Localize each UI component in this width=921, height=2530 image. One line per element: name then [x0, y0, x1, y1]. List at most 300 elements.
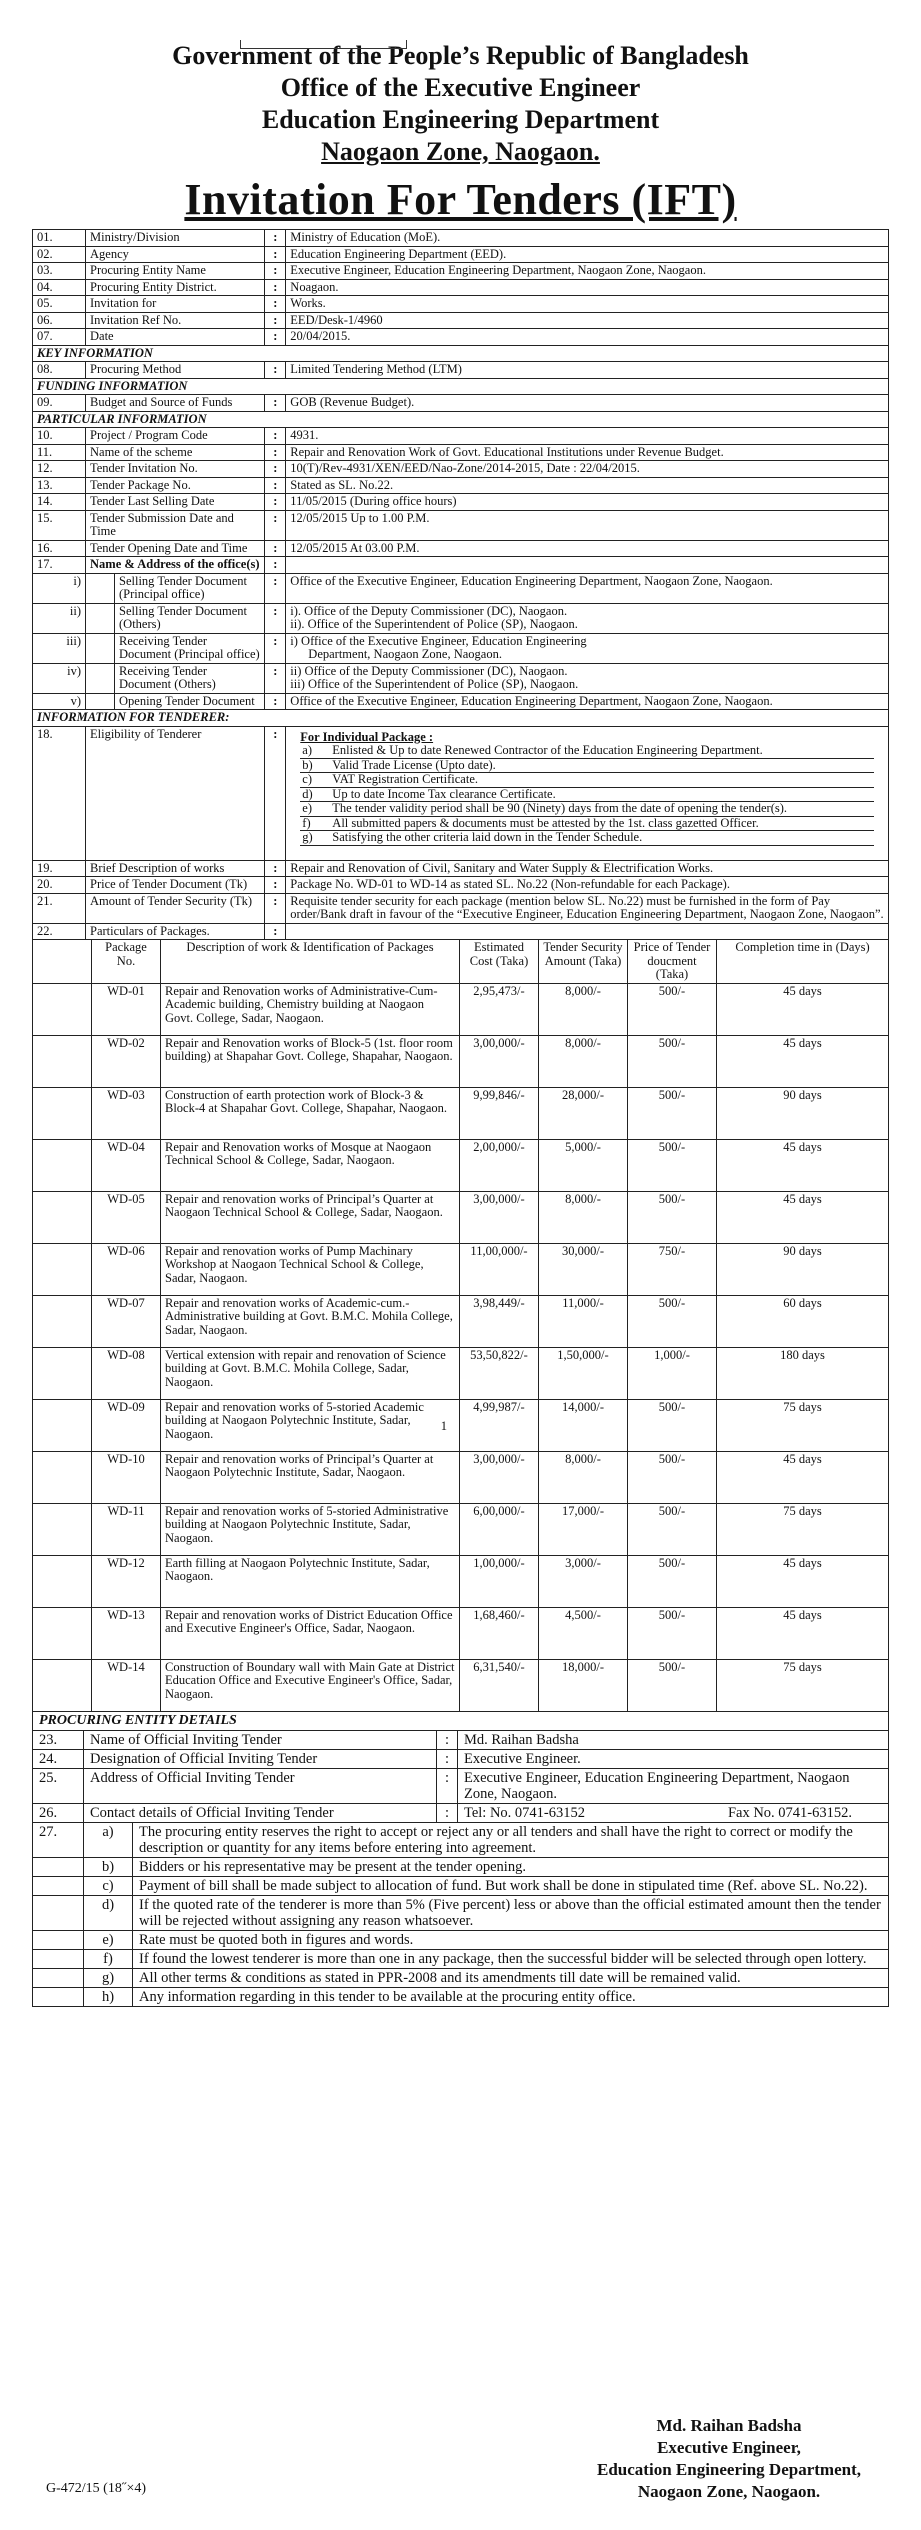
document-price: 500/- — [628, 1139, 717, 1191]
estimated-cost: 3,00,000/- — [460, 1035, 539, 1087]
info-row — [33, 494, 889, 511]
package-row — [33, 983, 889, 1035]
colon: : — [437, 1749, 458, 1768]
item-text: Valid Trade License (Upto date). — [330, 758, 874, 773]
row-value: Office of the Executive Engineer, Education Engineering Department, Naogaon Zone, Naogaon. — [286, 693, 889, 710]
row-label: Tender Submission Date and Time — [86, 510, 265, 540]
colon: : — [265, 877, 286, 894]
tender-security: 14,000/- — [539, 1399, 628, 1451]
package-no: WD-04 — [92, 1139, 161, 1191]
contact-cell — [458, 1803, 889, 1822]
header-block — [32, 40, 889, 168]
package-description: Earth filling at Naogaon Polytechnic Institute, Sadar, Naogaon. — [161, 1555, 460, 1607]
col-tender-security: Tender Security Amount (Taka) — [539, 940, 628, 983]
row-value: 20/04/2015. — [286, 329, 889, 346]
row-number: 06. — [33, 312, 86, 329]
row-label: Tender Opening Date and Time — [86, 540, 265, 557]
estimated-cost: 3,00,000/- — [460, 1451, 539, 1503]
row-number: 23. — [33, 1730, 84, 1749]
info-row — [33, 461, 889, 478]
info-row — [33, 263, 889, 280]
row-spacer — [33, 1295, 92, 1347]
row-value: 4931. — [286, 428, 889, 445]
info-row — [33, 246, 889, 263]
procuring-entity-table — [32, 1712, 889, 1823]
package-row — [33, 1243, 889, 1295]
row-label: Amount of Tender Security (Tk) — [86, 893, 265, 923]
col-description: Description of work & Identification of Packages — [161, 940, 460, 983]
row-label: Price of Tender Document (Tk) — [86, 877, 265, 894]
term-number — [33, 1949, 84, 1968]
row-value: GOB (Revenue Budget). — [286, 395, 889, 412]
package-description: Repair and renovation works of District Education Office and Executive Engineer's Office, Sadar, Naogaon. — [161, 1607, 460, 1659]
term-row — [33, 1857, 889, 1876]
row-spacer — [33, 1607, 92, 1659]
row-number: 20. — [33, 877, 86, 894]
term-number: 27. — [33, 1822, 84, 1857]
package-row — [33, 1555, 889, 1607]
package-description: Repair and renovation works of Pump Machinary Workshop at Naogaon Technical School & College, Sadar, Naogaon. — [161, 1243, 460, 1295]
eligibility-list — [300, 744, 874, 846]
tender-notice-page — [0, 40, 921, 2530]
colon: : — [265, 540, 286, 557]
row-label: Opening Tender Document — [115, 693, 265, 710]
colon: : — [437, 1803, 458, 1822]
row-value — [286, 603, 889, 633]
telephone: Tel: No. 0741-63152 — [464, 1804, 586, 1821]
row-number: 14. — [33, 494, 86, 511]
colon: : — [437, 1730, 458, 1749]
package-description: Repair and renovation works of 5-storied Administrative building at Naogaon Polytechnic Institute, Sadar, Naogaon. — [161, 1503, 460, 1555]
completion-days: 45 days — [717, 1555, 889, 1607]
info-row — [33, 279, 889, 296]
estimated-cost: 9,99,846/- — [460, 1087, 539, 1139]
value-line: ii). Office of the Superintendent of Police (SP), Naogaon. — [290, 617, 578, 631]
term-text: Any information regarding in this tender to be available at the procuring entity office. — [133, 1987, 889, 2006]
row-label: Receiving Tender Document (Others) — [115, 663, 265, 693]
eligibility-item — [300, 758, 874, 773]
colon: : — [265, 663, 286, 693]
row-number: 05. — [33, 296, 86, 313]
item-key: a) — [300, 744, 330, 758]
term-key: f) — [84, 1949, 133, 1968]
signatory-department: Education Engineering Department, — [597, 2460, 861, 2479]
colon: : — [265, 693, 286, 710]
colon: : — [265, 362, 286, 379]
margin-mark: 1 — [440, 1418, 447, 1433]
package-description: Construction of earth protection work of Block-3 & Block-4 at Shapahar Govt. College, Shapahar, Naogaon. — [161, 1087, 460, 1139]
colon: : — [437, 1768, 458, 1803]
term-number — [33, 1895, 84, 1930]
tender-security: 5,000/- — [539, 1139, 628, 1191]
row-label: Designation of Official Inviting Tender — [84, 1749, 437, 1768]
row-number: 03. — [33, 263, 86, 280]
package-no: WD-03 — [92, 1087, 161, 1139]
row-value: Executive Engineer, Education Engineering Department, Naogaon Zone, Naogaon. — [458, 1768, 889, 1803]
section-heading-tenderer: INFORMATION FOR TENDERER: — [33, 710, 889, 727]
publication-code: G-472/15 (18˝×4) — [46, 2481, 147, 2496]
row-value: Repair and Renovation of Civil, Sanitary and Water Supply & Electrification Works. — [286, 860, 889, 877]
eligibility-heading: For Individual Package : — [300, 729, 434, 744]
row-label: Procuring Method — [86, 362, 265, 379]
row-label: Contact details of Official Inviting Tender — [84, 1803, 437, 1822]
row-label: Agency — [86, 246, 265, 263]
row-number: 01. — [33, 230, 86, 247]
row-number: 24. — [33, 1749, 84, 1768]
term-text: If the quoted rate of the tenderer is more than 5% (Five percent) less or above than the official estimated amount then the tender will be rejected without assigning any reason whatsoever. — [133, 1895, 889, 1930]
term-text: The procuring entity reserves the right to accept or reject any or all tenders and shall have the right to correct or modify the description or quantity for any items before entering into agreement. — [133, 1822, 889, 1857]
colon: : — [265, 279, 286, 296]
package-no: WD-10 — [92, 1451, 161, 1503]
term-row — [33, 1949, 889, 1968]
info-row — [33, 329, 889, 346]
colon: : — [265, 893, 286, 923]
document-price: 500/- — [628, 1035, 717, 1087]
row-number: 10. — [33, 428, 86, 445]
estimated-cost: 6,31,540/- — [460, 1659, 539, 1711]
fax: Fax No. 0741-63152. — [727, 1804, 852, 1821]
completion-days: 45 days — [717, 1191, 889, 1243]
info-row — [33, 312, 889, 329]
document-price: 500/- — [628, 1295, 717, 1347]
completion-days: 180 days — [717, 1347, 889, 1399]
colon: : — [265, 329, 286, 346]
tender-security: 28,000/- — [539, 1087, 628, 1139]
package-description: Repair and Renovation works of Block-5 (1st. floor room building) at Shapahar Govt. College, Shapahar, Naogaon. — [161, 1035, 460, 1087]
info-row — [33, 362, 889, 379]
info-row — [33, 444, 889, 461]
row-label: Address of Official Inviting Tender — [84, 1768, 437, 1803]
estimated-cost: 6,00,000/- — [460, 1503, 539, 1555]
package-row — [33, 1347, 889, 1399]
info-row — [33, 296, 889, 313]
completion-days: 45 days — [717, 1139, 889, 1191]
item-key: g) — [300, 831, 330, 846]
estimated-cost: 53,50,822/- — [460, 1347, 539, 1399]
info-row — [33, 1749, 889, 1768]
office-row — [33, 633, 889, 663]
completion-days: 75 days — [717, 1503, 889, 1555]
document-price: 500/- — [628, 1555, 717, 1607]
row-spacer — [33, 1503, 92, 1555]
info-row — [33, 428, 889, 445]
term-row — [33, 1876, 889, 1895]
tender-security: 4,500/- — [539, 1607, 628, 1659]
package-no: WD-08 — [92, 1347, 161, 1399]
row-value: Executive Engineer. — [458, 1749, 889, 1768]
tender-security: 8,000/- — [539, 1035, 628, 1087]
section-heading-key-information: KEY INFORMATION — [33, 345, 889, 362]
package-no: WD-07 — [92, 1295, 161, 1347]
package-no: WD-12 — [92, 1555, 161, 1607]
row-value: Repair and Renovation Work of Govt. Educational Institutions under Revenue Budget. — [286, 444, 889, 461]
info-row — [33, 893, 889, 923]
row-number: 22. — [33, 923, 86, 940]
colon: : — [265, 428, 286, 445]
term-key: g) — [84, 1968, 133, 1987]
row-value: Works. — [286, 296, 889, 313]
item-key: f) — [300, 816, 330, 831]
package-row — [33, 1191, 889, 1243]
col-package-no: Package No. — [92, 940, 161, 983]
colon: : — [265, 510, 286, 540]
term-key: e) — [84, 1930, 133, 1949]
package-row — [33, 1503, 889, 1555]
item-text: Up to date Income Tax clearance Certificate. — [330, 787, 874, 802]
colon: : — [265, 444, 286, 461]
signatory-name: Md. Raihan Badsha — [656, 2416, 802, 2435]
office-row — [33, 693, 889, 710]
row-number: 09. — [33, 395, 86, 412]
row-value — [286, 633, 889, 663]
package-description: Repair and renovation works of 5-storied Academic building at Naogaon Polytechnic Institute, Sadar, Naogaon. 1 — [161, 1399, 460, 1451]
sub-number: iv) — [33, 663, 86, 693]
package-description: Repair and renovation works of Academic-cum.-Administrative building at Govt. B.M.C. Mohila College, Sadar, Naogaon. — [161, 1295, 460, 1347]
item-text: All submitted papers & documents must be attested by the 1st. class gazetted Officer. — [330, 816, 874, 831]
term-row — [33, 1822, 889, 1857]
row-label: Tender Package No. — [86, 477, 265, 494]
info-row — [33, 477, 889, 494]
item-text: VAT Registration Certificate. — [330, 773, 874, 788]
info-row — [33, 510, 889, 540]
info-row — [33, 1768, 889, 1803]
eligibility-item — [300, 773, 874, 788]
row-label: Invitation Ref No. — [86, 312, 265, 329]
row-spacer — [33, 1347, 92, 1399]
term-number — [33, 1987, 84, 2006]
office-row — [33, 573, 889, 603]
package-description: Repair and Renovation works of Mosque at Naogaon Technical School & College, Sadar, Naogaon. — [161, 1139, 460, 1191]
info-row — [33, 860, 889, 877]
information-table — [32, 229, 889, 940]
package-no: WD-06 — [92, 1243, 161, 1295]
row-number: 07. — [33, 329, 86, 346]
term-key: c) — [84, 1876, 133, 1895]
package-no: WD-14 — [92, 1659, 161, 1711]
package-no: WD-01 — [92, 983, 161, 1035]
tender-security: 30,000/- — [539, 1243, 628, 1295]
term-key: h) — [84, 1987, 133, 2006]
document-price: 500/- — [628, 1607, 717, 1659]
row-spacer — [33, 1191, 92, 1243]
package-row — [33, 1659, 889, 1711]
row-value: EED/Desk-1/4960 — [286, 312, 889, 329]
value-line: iii) Office of the Superintendent of Police (SP), Naogaon. — [290, 677, 579, 691]
package-row — [33, 1295, 889, 1347]
info-row — [33, 230, 889, 247]
row-spacer — [33, 1555, 92, 1607]
value-line: Department, Naogaon Zone, Naogaon. — [308, 647, 502, 661]
sub-number: ii) — [33, 603, 86, 633]
estimated-cost: 2,95,473/- — [460, 983, 539, 1035]
tender-security: 17,000/- — [539, 1503, 628, 1555]
term-key: d) — [84, 1895, 133, 1930]
row-label: Tender Last Selling Date — [86, 494, 265, 511]
document-price: 500/- — [628, 983, 717, 1035]
terms-table — [32, 1822, 889, 2007]
row-label: Date — [86, 329, 265, 346]
row-value: Limited Tendering Method (LTM) — [286, 362, 889, 379]
term-key: a) — [84, 1822, 133, 1857]
term-text: All other terms & conditions as stated in PPR-2008 and its amendments till date will be remained valid. — [133, 1968, 889, 1987]
header-department: Education Engineering Department — [261, 105, 660, 134]
package-description: Repair and Renovation works of Administrative-Cum-Academic building, Chemistry building at Naogaon Govt. College, Sadar, Naogaon. — [161, 983, 460, 1035]
estimated-cost: 1,68,460/- — [460, 1607, 539, 1659]
term-row — [33, 1895, 889, 1930]
row-spacer — [33, 1035, 92, 1087]
row-value: Ministry of Education (MoE). — [286, 230, 889, 247]
package-description: Repair and renovation works of Principal’s Quarter at Naogaon Technical School & College, Sadar, Naogaon. — [161, 1191, 460, 1243]
packages-header-row — [33, 940, 889, 983]
header-zone: Naogaon Zone, Naogaon. — [321, 137, 600, 166]
row-number: 15. — [33, 510, 86, 540]
completion-days: 60 days — [717, 1295, 889, 1347]
item-key: d) — [300, 787, 330, 802]
package-description: Vertical extension with repair and renovation of Science building at Govt. B.M.C. Mohila College, Sadar, Naogaon. — [161, 1347, 460, 1399]
item-key: c) — [300, 773, 330, 788]
row-label: Procuring Entity District. — [86, 279, 265, 296]
row-value: 12/05/2015 Up to 1.00 P.M. — [286, 510, 889, 540]
tender-security: 11,000/- — [539, 1295, 628, 1347]
row-spacer — [33, 1659, 92, 1711]
row-value: Noagaon. — [286, 279, 889, 296]
term-number — [33, 1968, 84, 1987]
row-value: 10(T)/Rev-4931/XEN/EED/Nao-Zone/2014-2015, Date : 22/04/2015. — [286, 461, 889, 478]
section-heading-procuring: PROCURING ENTITY DETAILS — [33, 1712, 889, 1731]
tender-security: 8,000/- — [539, 1191, 628, 1243]
info-row — [33, 1803, 889, 1822]
row-value: Stated as SL. No.22. — [286, 477, 889, 494]
row-label: Brief Description of works — [86, 860, 265, 877]
completion-days: 45 days — [717, 1035, 889, 1087]
tender-security: 18,000/- — [539, 1659, 628, 1711]
document-price: 500/- — [628, 1191, 717, 1243]
term-text: Bidders or his representative may be present at the tender opening. — [133, 1857, 889, 1876]
eligibility-item — [300, 802, 874, 817]
signatory-zone: Naogaon Zone, Naogaon. — [637, 2482, 821, 2501]
row-label: Selling Tender Document (Others) — [115, 603, 265, 633]
completion-days: 75 days — [717, 1659, 889, 1711]
package-row — [33, 1139, 889, 1191]
colon: : — [265, 603, 286, 633]
term-row — [33, 1930, 889, 1949]
value-line: ii) Office of the Deputy Commissioner (DC), Naogaon. — [290, 663, 568, 678]
row-number: 04. — [33, 279, 86, 296]
row-spacer — [33, 1139, 92, 1191]
term-key: b) — [84, 1857, 133, 1876]
item-key: e) — [300, 802, 330, 817]
document-price: 500/- — [628, 1659, 717, 1711]
section-heading-funding: FUNDING INFORMATION — [33, 378, 889, 395]
row-value-empty — [286, 557, 889, 574]
package-description: Repair and renovation works of Principal’s Quarter at Naogaon Polytechnic Institute, Sadar, Naogaon. — [161, 1451, 460, 1503]
tender-security: 8,000/- — [539, 983, 628, 1035]
package-no: WD-05 — [92, 1191, 161, 1243]
completion-days: 45 days — [717, 1451, 889, 1503]
tender-security: 8,000/- — [539, 1451, 628, 1503]
colon: : — [265, 461, 286, 478]
row-number: 12. — [33, 461, 86, 478]
row-spacer — [33, 1399, 92, 1451]
row-number: 25. — [33, 1768, 84, 1803]
term-row — [33, 1987, 889, 2006]
row-value — [286, 663, 889, 693]
row-number: 08. — [33, 362, 86, 379]
completion-days: 90 days — [717, 1087, 889, 1139]
header-office: Office of the Executive Engineer — [280, 73, 641, 102]
document-price: 750/- — [628, 1243, 717, 1295]
eligibility-item — [300, 831, 874, 846]
item-text: The tender validity period shall be 90 (Ninety) days from the date of opening the tender(s). — [330, 802, 874, 817]
row-label: Tender Invitation No. — [86, 461, 265, 478]
row-label: Name of the scheme — [86, 444, 265, 461]
office-row — [33, 603, 889, 633]
term-number — [33, 1930, 84, 1949]
row-number: 11. — [33, 444, 86, 461]
package-row — [33, 1035, 889, 1087]
completion-days: 45 days — [717, 1607, 889, 1659]
document-price: 500/- — [628, 1503, 717, 1555]
row-label: Name & Address of the office(s) — [86, 557, 265, 574]
term-text: Payment of bill shall be made subject to allocation of fund. But work shall be done in stipulated time (Ref. above SL. No.22). — [133, 1876, 889, 1895]
estimated-cost: 4,99,987/- — [460, 1399, 539, 1451]
row-label: Name of Official Inviting Tender — [84, 1730, 437, 1749]
col-document-price: Price of Tender doucment (Taka) — [628, 940, 717, 983]
row-label: Invitation for — [86, 296, 265, 313]
col-completion-time: Completion time in (Days) — [717, 940, 889, 983]
estimated-cost: 2,00,000/- — [460, 1139, 539, 1191]
package-row — [33, 1399, 889, 1451]
signatory-title: Executive Engineer, — [657, 2438, 801, 2457]
document-price: 500/- — [628, 1451, 717, 1503]
sub-number: i) — [33, 573, 86, 603]
row-label: Selling Tender Document (Principal office) — [115, 573, 265, 603]
colon: : — [265, 494, 286, 511]
row-label: Budget and Source of Funds — [86, 395, 265, 412]
package-no: WD-13 — [92, 1607, 161, 1659]
row-spacer — [33, 983, 92, 1035]
row-spacer — [33, 1087, 92, 1139]
colon: : — [265, 477, 286, 494]
term-row — [33, 1968, 889, 1987]
document-price: 500/- — [628, 1087, 717, 1139]
package-no: WD-11 — [92, 1503, 161, 1555]
row-label: Particulars of Packages. — [86, 923, 265, 940]
top-border-fragment — [240, 40, 407, 49]
term-text: Rate must be quoted both in figures and words. — [133, 1930, 889, 1949]
row-label: Eligibility of Tenderer — [86, 726, 265, 860]
estimated-cost: 3,00,000/- — [460, 1191, 539, 1243]
package-no: WD-09 — [92, 1399, 161, 1451]
row-value: 12/05/2015 At 03.00 P.M. — [286, 540, 889, 557]
info-row — [33, 1730, 889, 1749]
row-number: 02. — [33, 246, 86, 263]
tender-security: 3,000/- — [539, 1555, 628, 1607]
row-value: Package No. WD-01 to WD-14 as stated SL. No.22 (Non-refundable for each Package). — [286, 877, 889, 894]
colon: : — [265, 263, 286, 280]
eligibility-item — [300, 744, 874, 758]
office-row — [33, 663, 889, 693]
row-number: 13. — [33, 477, 86, 494]
info-row — [33, 877, 889, 894]
info-row — [33, 395, 889, 412]
row-label: Procuring Entity Name — [86, 263, 265, 280]
row-value: Md. Raihan Badsha — [458, 1730, 889, 1749]
page-title: Invitation For Tenders (IFT) — [184, 175, 737, 224]
colon: : — [265, 230, 286, 247]
row-spacer — [33, 1243, 92, 1295]
row-number: 16. — [33, 540, 86, 557]
